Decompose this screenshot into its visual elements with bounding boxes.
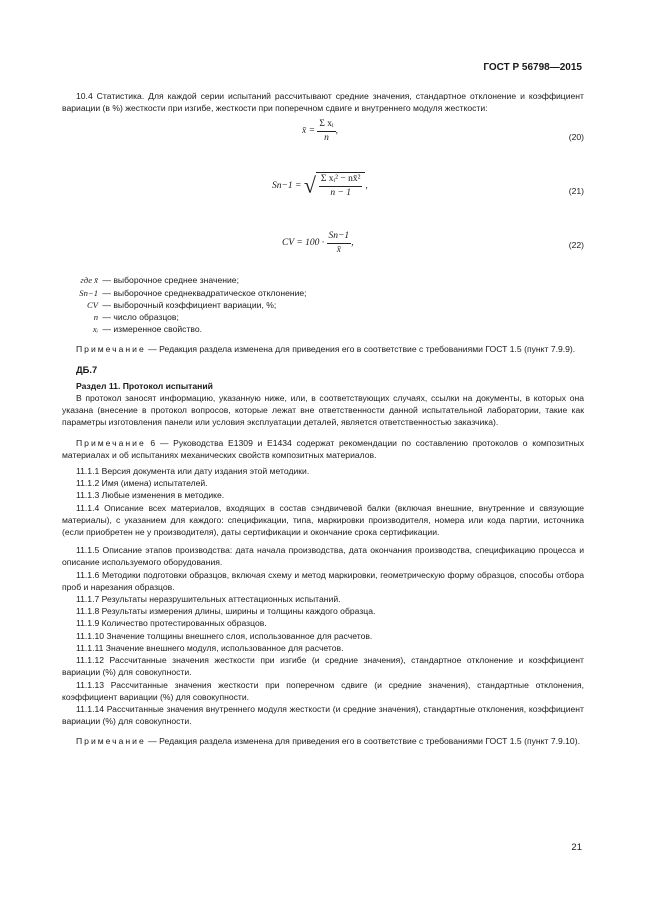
page-number: 21 [571, 842, 582, 853]
legend-text: — выборочный коэффициент вариации, %; [102, 299, 277, 310]
legend-row [62, 323, 584, 335]
appendix-heading: ДБ.7 [76, 363, 98, 375]
list-item: 11.1.7 Результаты неразрушительных аттестационных испытаний. [76, 594, 341, 605]
note-6-label: Примечание [76, 437, 146, 448]
formula-21-numerator: Σ xᵢ² − nx̄² [319, 173, 363, 186]
note-6 [62, 437, 584, 461]
formula-22-denominator: x̄ [336, 244, 341, 255]
page-body [62, 90, 584, 748]
protocol-intro: В протокол заносят информацию, указанную ниже, или, в соответствующих случаях, ссылки на документы, в которых она указана (внесение в протокол вопросов, которые лежат вне ответственности данной испытательной лаборатории, такие как параметры изготовления панели или условия эксплуатации деталей, является ответственностью заказчика). [62, 393, 584, 428]
note-1-text: — Редакция раздела изменена для приведения его в соответствие с требованиями ГОСТ 1.5 (пункт 7.9.9). [148, 344, 576, 355]
formula-22-numerator: Sn−1 [327, 230, 352, 243]
document-header: ГОСТ Р 56798—2015 [483, 62, 582, 73]
formula-20-number: (20) [568, 132, 584, 143]
formula-22-lhs: CV = 100 · [282, 238, 325, 249]
note-1 [62, 343, 584, 355]
list-item: 11.1.12 Рассчитанные значения жесткости при изгибе (и средние значения), стандартное отклонение и коэффициент вариации (%) для совокупности. [62, 655, 584, 678]
list-item: 11.1.5 Описание этапов производства: дата начала производства, дата окончания производства, спецификацию процесса и описание используемого оборудования. [62, 545, 584, 568]
list-item: 11.1.1 Версия документа или дату издания этой методики. [76, 466, 310, 477]
note-2-label: Примечание [76, 736, 146, 747]
formula-22-tail: , [351, 238, 354, 249]
legend-symbol: xᵢ [92, 324, 98, 335]
section-heading: Раздел 11. Протокол испытаний [76, 380, 213, 391]
list-item: 11.1.6 Методики подготовки образцов, включая схему и метод маркировки, геометрическую форму образцов, способы отбора проб и нарезания образцов. [62, 569, 584, 592]
note-6-text: 6 — Руководства Е1309 и Е1434 содержат рекомендации по составлению протоколов о композитных материалах и об испытаниях механических свойств композитных материалов. [62, 437, 584, 460]
symbol-legend [62, 274, 584, 335]
list-item: 11.1.2 Имя (имена) испытателей. [76, 478, 208, 489]
formula-21-number: (21) [568, 186, 584, 197]
list-item: 11.1.11 Значение внешнего модуля, использованное для расчетов. [76, 642, 344, 653]
statistics-paragraph: 10.4 Статистика. Для каждой серии испытаний рассчитывают средние значения, стандартное отклонение и коэффициент вариации (в %) жесткости при изгибе, жесткости при поперечном сдвиге и внутреннего модуля жесткости: [62, 91, 584, 114]
legend-row [62, 274, 584, 286]
formula-21-tail: , [365, 181, 368, 192]
legend-text: — измеренное свойство. [102, 324, 203, 335]
legend-symbol: Sn−1 [79, 287, 98, 298]
list-item: 11.1.10 Значение толщины внешнего слоя, использованное для расчетов. [76, 630, 373, 641]
legend-row [62, 287, 584, 299]
list-item: 11.1.4 Описание всех материалов, входящих в состав сэндвичевой балки (включая внешние, внутренние и связующие материалы), с указанием для каждого: спецификации, типа, маркировки производителя, номера или кода партии, источника (если приобретен не у производителя), даты сертификации и окончание срока сертификации. [62, 502, 584, 538]
list-item: 11.1.9 Количество протестированных образцов. [76, 618, 267, 629]
note-2-text: — Редакция раздела изменена для приведения его в соответствие с требованиями ГОСТ 1.5 (пункт 7.9.10). [148, 736, 580, 747]
formula-21-lhs: Sn−1 = [272, 181, 302, 192]
list-item: 11.1.8 Результаты измерения длины, ширины и толщины каждого образца. [76, 606, 376, 617]
legend-text: — число образцов; [102, 312, 179, 323]
note-1-label: Примечание [76, 344, 146, 355]
legend-text: — выборочное среднеквадратическое отклонение; [102, 287, 307, 298]
formula-20-denominator: n [324, 132, 329, 143]
list-item: 11.1.14 Рассчитанные значения внутреннего модуля жесткости (и средние значения), стандартные отклонения, коэффициент вариации (%) для совокупности. [62, 703, 584, 727]
legend-row [62, 311, 584, 323]
list-item: 11.1.3 Любые изменения в методике. [76, 490, 225, 501]
legend-symbol: CV [87, 299, 98, 310]
legend-text: — выборочное среднее значение; [102, 275, 239, 286]
legend-symbol: где x̄ [80, 275, 98, 286]
formula-22 [62, 222, 584, 268]
legend-symbol: n [93, 312, 98, 323]
legend-row [62, 299, 584, 311]
formula-22-number: (22) [568, 240, 584, 251]
formula-20-lhs: x̄ = [302, 126, 316, 137]
formula-21: Sn−1 = √ $\frac{\text{Σ xᵢ² − nx̄²}}{n - 1}$ , (21) [272, 173, 584, 198]
formula-20-tail: , [335, 126, 338, 137]
note-2 [62, 735, 584, 747]
formula-20 [62, 114, 584, 160]
list-item: 11.1.13 Рассчитанные значения жесткости при поперечном сдвиге (и средние значения), стандартные отклонения, коэффициент вариации (%) для совокупности. [62, 679, 584, 702]
formula-20-numerator: Σ xᵢ [317, 118, 335, 131]
formula-21-denominator: n − 1 [330, 187, 351, 198]
